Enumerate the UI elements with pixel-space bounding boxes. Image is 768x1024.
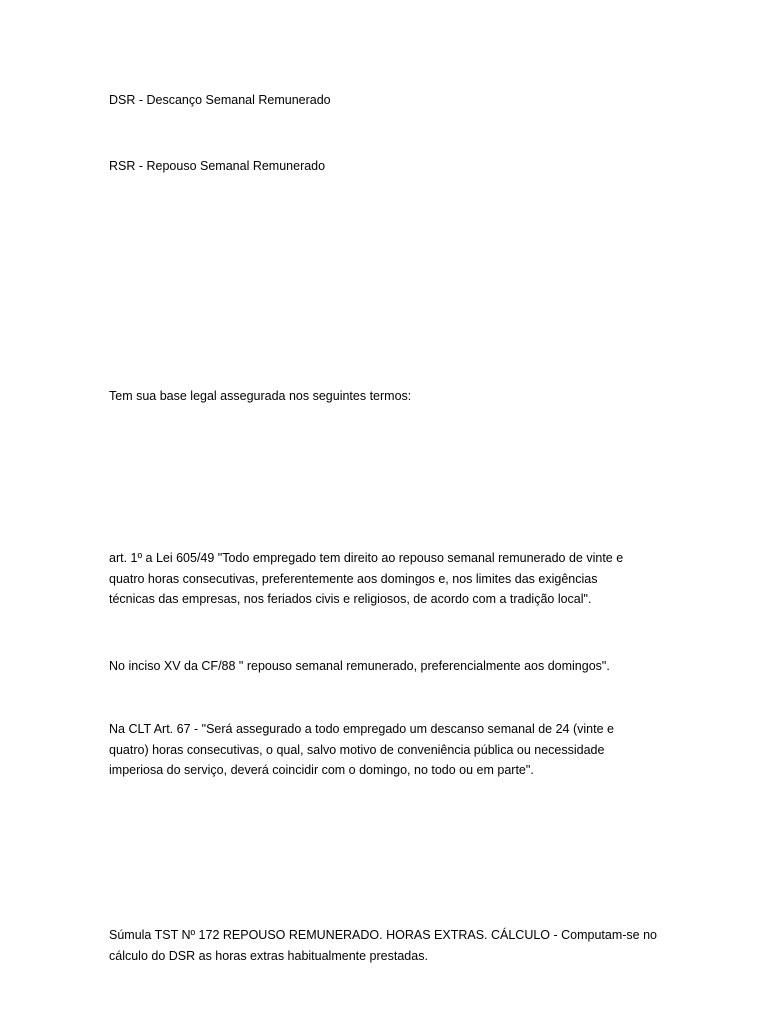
paragraph-clt-art-67: Na CLT Art. 67 - "Será assegurado a todo empregado um descanso semanal de 24 (vinte e quatro) horas consecutivas, o qual, salvo motivo de conveniência pública ou necessidade imperiosa do serviço, deverá coincidir com o domingo, no todo ou em parte". (109, 722, 614, 777)
heading-rsr: RSR - Repouso Semanal Remunerado (109, 159, 326, 173)
legal-basis-intro: Tem sua base legal assegurada nos seguintes termos: (109, 389, 412, 403)
heading-dsr: DSR - Descanço Semanal Remunerado (109, 93, 331, 107)
paragraph-sumula-tst-172: Súmula TST Nº 172 REPOUSO REMUNERADO. HORAS EXTRAS. CÁLCULO - Computam-se no cálculo do DSR as horas extras habitualmente prestadas. (109, 928, 658, 963)
paragraph-lei-605-49: art. 1º a Lei 605/49 "Todo empregado tem direito ao repouso semanal remunerado de vinte e quatro horas consecutivas, preferentemente aos domingos e, nos limites das exigências técnicas das empresas, nos feriados civis e religiosos, de acordo com a tradição local". (109, 551, 624, 606)
paragraph-cf-88: No inciso XV da CF/88 " repouso semanal remunerado, preferencialmente aos domingos". (109, 659, 610, 673)
